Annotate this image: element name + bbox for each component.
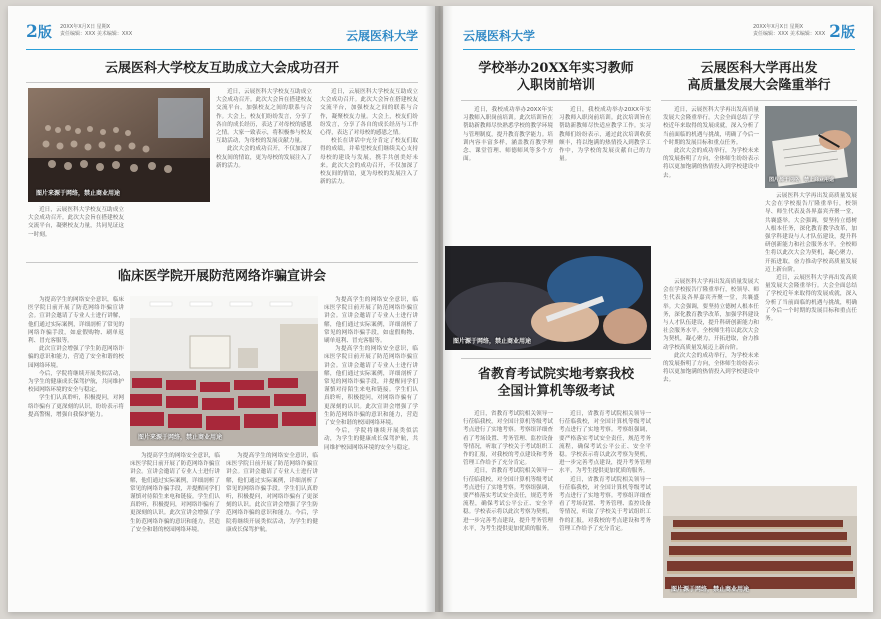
right-article1-col-a: 近日，我校成功举办20XX年实习教师入职岗前培训。此次培训旨在帮助新教师尽快熟悉学校的教学环境与管理制度，提升教育教学能力。培训内容丰富多样，涵盖教育教学理念、课堂管理、师德师风等多个方面。 bbox=[463, 107, 553, 163]
auditorium-photo-graphic bbox=[28, 88, 210, 202]
training-photo-graphic bbox=[445, 246, 651, 350]
divider bbox=[661, 100, 857, 101]
right-meta-date: 20XX年X月X日 星期X bbox=[753, 24, 804, 30]
left-article1-col-a: 近日，云展医科大学校友互助成立大会成功召开。此次大会旨在搭建校友交流平台，凝聚校友力量，共同见证这一时刻。 bbox=[28, 207, 124, 238]
left-article2-col-a: 为提高学生的网络安全意识，临床医学院日前开展了防范网络诈骗宣讲会。宣讲会邀请了专业人士进行讲解，他们通过实际案例，详细剖析了常见的网络诈骗手段，如虚假购物、刷单返利、冒充客服等。 此次宣讲会增强了学生防范网络诈骗的意识和能力，营造了安全和谐的校园网络环境。 今后，学院将继续开展类似活动，为学生的健康成长保驾护航，共同维护校园网络环境的安全与稳定。 学生们认真聆听，积极提问，对网络诈骗有了更深刻的认识，纷纷表示将提高警惕，增强自我保护能力。 bbox=[28, 297, 124, 418]
right-article2-col-a: 近日，云展医科大学再出发高质量发展大会隆重举行。大会全面总结了学校近年来取得的发展成就，深入分析了当前面临的机遇与挑战，明确了今后一个时期的发展目标和重点任务。 此次大会的成功举行，为学校未来的发展指明了方向，全体师生纷纷表示将以更加饱满的热情投入到学校建设中去。 bbox=[663, 107, 759, 179]
right-article2-title: 云展医科大学再出发 高质量发展大会隆重举行 bbox=[687, 61, 831, 93]
right-page bbox=[443, 6, 873, 612]
left-masthead: 云展医科大学 bbox=[345, 29, 418, 43]
photo-credit: 图片来源于网络，禁止商业用途 bbox=[36, 190, 121, 197]
left-article2-col-c: 为提高学生的网络安全意识，临床医学院日前开展了防范网络诈骗宣讲会。宣讲会邀请了专业人士进行讲解，他们通过实际案例，详细剖析了常见的网络诈骗手段。学生们认真聆听，积极提问，对网络诈骗有了更深刻的认识。此次宣讲会增强了学生防范网络诈骗的意识和能力。今后，学院将继续开展类似活动，为学生的健康成长保驾护航。 bbox=[226, 453, 318, 533]
left-article1-title: 云展医科大学校友互助成立大会成功召开 bbox=[104, 61, 339, 76]
divider bbox=[461, 100, 651, 101]
photo-credit: 图片源于网络，禁止商业用途 bbox=[671, 586, 750, 593]
right-article1-photo bbox=[445, 246, 651, 350]
left-meta-date: 20XX年X月X日 星期X bbox=[60, 24, 111, 30]
right-meta-editors: 责任编辑：XXX 美术编辑：XXX bbox=[753, 31, 826, 37]
photo-credit: 图片源于网络，禁止商业用途 bbox=[769, 177, 835, 183]
book-spine-shadow bbox=[425, 6, 453, 612]
photo-credit: 图片源于网络，禁止商业用途 bbox=[453, 338, 532, 345]
right-article1-col-b: 近日，我校成功举办20XX年实习教师入职岗前培训。此次培训旨在帮助新教师尽快适应教学工作。实习教师们纷纷表示，通过此次培训收获颇丰，将以饱满的热情投入到教学工作中，为学校的发展贡献自己的力量。 bbox=[559, 107, 651, 163]
left-article1-col-c: 近日，云展医科大学校友互助成立大会成功召开。此次大会旨在搭建校友交流平台，加强校友之间的联系与合作，凝聚校友力量。大会上，校友们纷纷发言，分享了各自的成长经历与工作心得，表达了对母校的感恩之情。 校长在讲话中充分肯定了校友们取得的成绩，并希望校友们继续关心支持母校的建设与发展，携手共创美好未来。此次大会的成功召开，不仅加深了校友间的情谊，更为母校的发展注入了新的活力。 bbox=[320, 89, 418, 186]
divider bbox=[26, 82, 418, 83]
left-article2-photo bbox=[130, 296, 318, 446]
left-page bbox=[8, 6, 435, 612]
divider bbox=[26, 262, 418, 263]
right-page-meta bbox=[753, 24, 825, 38]
left-article1-col-b: 近日，云展医科大学校友互助成立大会成功召开。此次大会旨在搭建校友交流平台，加强校友之间的联系与合作。大会上，校友们纷纷发言，分享了各自的成长经历，表达了对母校的感恩之情。大家一致表示，将积极参与校友互助活动，为母校的发展贡献力量。 此次大会的成功召开，不仅加深了校友间的情谊，更为母校的发展注入了新的活力。 bbox=[216, 89, 312, 169]
divider bbox=[461, 358, 651, 359]
right-article3-col-a: 近日，省教育考试院相关领导一行莅临我校，对全国计算机等级考试考点进行了实地考察。考察组详细查看了考场设置、考务管理、监控设备等情况，听取了学校关于考试组织工作的汇报，对我校的考点建设和考务管理工作给予了充分肯定。 近日，省教育考试院相关领导一行莅临我校，对全国计算机等级考试考点进行了实地考察。考察组强调，要严格落实考试安全责任，规范考务流程，确保考试公平公正、安全平稳。学校表示将以此次考察为契机，进一步完善考点建设，提升考务管理水平，为考生提供更加优质的服务。 bbox=[463, 411, 553, 532]
left-article2-col-d: 为提高学生的网络安全意识，临床医学院日前开展了防范网络诈骗宣讲会。宣讲会邀请了专业人士进行讲解，他们通过实际案例，详细剖析了常见的网络诈骗手段，如虚假购物、刷单返利、冒充客服等。 为提高学生的网络安全意识，临床医学院日前开展了防范网络诈骗宣讲会。宣讲会邀请了专业人士进行讲解，他们通过实际案例，详细剖析了常见的网络诈骗手段，并提醒同学们谨慎对待陌生来电和链接。学生们认真聆听，积极提问，对网络诈骗有了更深刻的认识。此次宣讲会增强了学生防范网络诈骗的意识和能力，营造了安全和谐的校园网络环境。 今后，学院将继续开展类似活动，为学生的健康成长保驾护航，共同维护校园网络环境的安全与稳定。 bbox=[324, 297, 418, 451]
right-article2-col-c: 云展医科大学再出发高质量发展大会在学校报告厅隆重举行，校领导、师生代表及各界嘉宾齐聚一堂，共襄盛举。大会强调，要坚持立德树人根本任务，深化教育教学改革，加强学科建设与人才队伍建设，提升科研创新能力和社会服务水平。全校师生将以此次大会为契机，凝心聚力，开拓进取，奋力推动学校高质量发展迈上新台阶。 此次大会的成功举行，为学校未来的发展指明了方向，全体师生纷纷表示将以更加饱满的热情投入到学校建设中去。 bbox=[663, 279, 759, 384]
left-article1-photo bbox=[28, 88, 210, 202]
right-page-number: 2版 bbox=[829, 22, 855, 42]
lecture-hall-photo-graphic bbox=[130, 296, 318, 446]
photo-credit: 图片来源于网络，禁止商业用途 bbox=[138, 434, 223, 441]
left-article2-title: 临床医学院开展防范网络诈骗宣讲会 bbox=[117, 269, 326, 284]
right-article2-col-b: 云展医科大学再出发高质量发展大会在学校报告厅隆重举行，校领导、师生代表及各界嘉宾齐聚一堂，共襄盛举。大会强调，要坚持立德树人根本任务，深化教育教学改革，加强学科建设与人才队伍建设，提升科研创新能力和社会服务水平。全校师生将以此次大会为契机，凝心聚力，开拓进取，奋力推动学校高质量发展迈上新台阶。 近日，云展医科大学再出发高质量发展大会隆重举行。大会全面总结了学校近年来取得的发展成就，深入分析了当前面临的机遇与挑战，明确了今后一个时期的发展目标和重点任务。 bbox=[765, 193, 857, 323]
right-masthead: 云展医科大学 bbox=[463, 29, 536, 43]
right-page-header bbox=[463, 22, 855, 50]
right-article2-photo bbox=[765, 106, 857, 188]
right-article3-photo bbox=[663, 486, 857, 598]
left-page-number: 2版 bbox=[26, 22, 52, 42]
left-article2-col-b: 为提高学生的网络安全意识，临床医学院日前开展了防范网络诈骗宣讲会。宣讲会邀请了专业人士进行讲解，他们通过实际案例，详细剖析了常见的网络诈骗手段，并提醒同学们谨慎对待陌生来电和链接。学生们认真聆听，积极提问，对网络诈骗有了更深刻的认识。此次宣讲会增强了学生防范网络诈骗的意识和能力，营造了安全和谐的校园网络环境。 bbox=[130, 453, 220, 533]
left-page-header bbox=[26, 22, 418, 50]
left-page-meta bbox=[60, 24, 132, 38]
right-article1-title: 学校举办20XX年实习教师 入职岗前培训 bbox=[478, 61, 634, 93]
exam-hall-photo-graphic bbox=[663, 486, 857, 598]
left-meta-editors: 责任编辑：XXX 美术编辑：XXX bbox=[60, 31, 133, 37]
right-article3-title: 省教育考试院实地考察我校 全国计算机等级考试 bbox=[477, 367, 634, 399]
right-article3-col-b: 近日，省教育考试院相关领导一行莅临我校，对全国计算机等级考试考点进行了实地考察。考察组强调，要严格落实考试安全责任，规范考务流程，确保考试公平公正、安全平稳。学校表示将以此次考察为契机，进一步完善考点建设，提升考务管理水平，为考生提供更加优质的服务。 近日，省教育考试院相关领导一行莅临我校，对全国计算机等级考试考点进行了实地考察。考察组详细查看了考场设置、考务管理、监控设备等情况，听取了学校关于考试组织工作的汇报，对我校的考点建设和考务管理工作给予了充分肯定。 bbox=[559, 411, 651, 532]
